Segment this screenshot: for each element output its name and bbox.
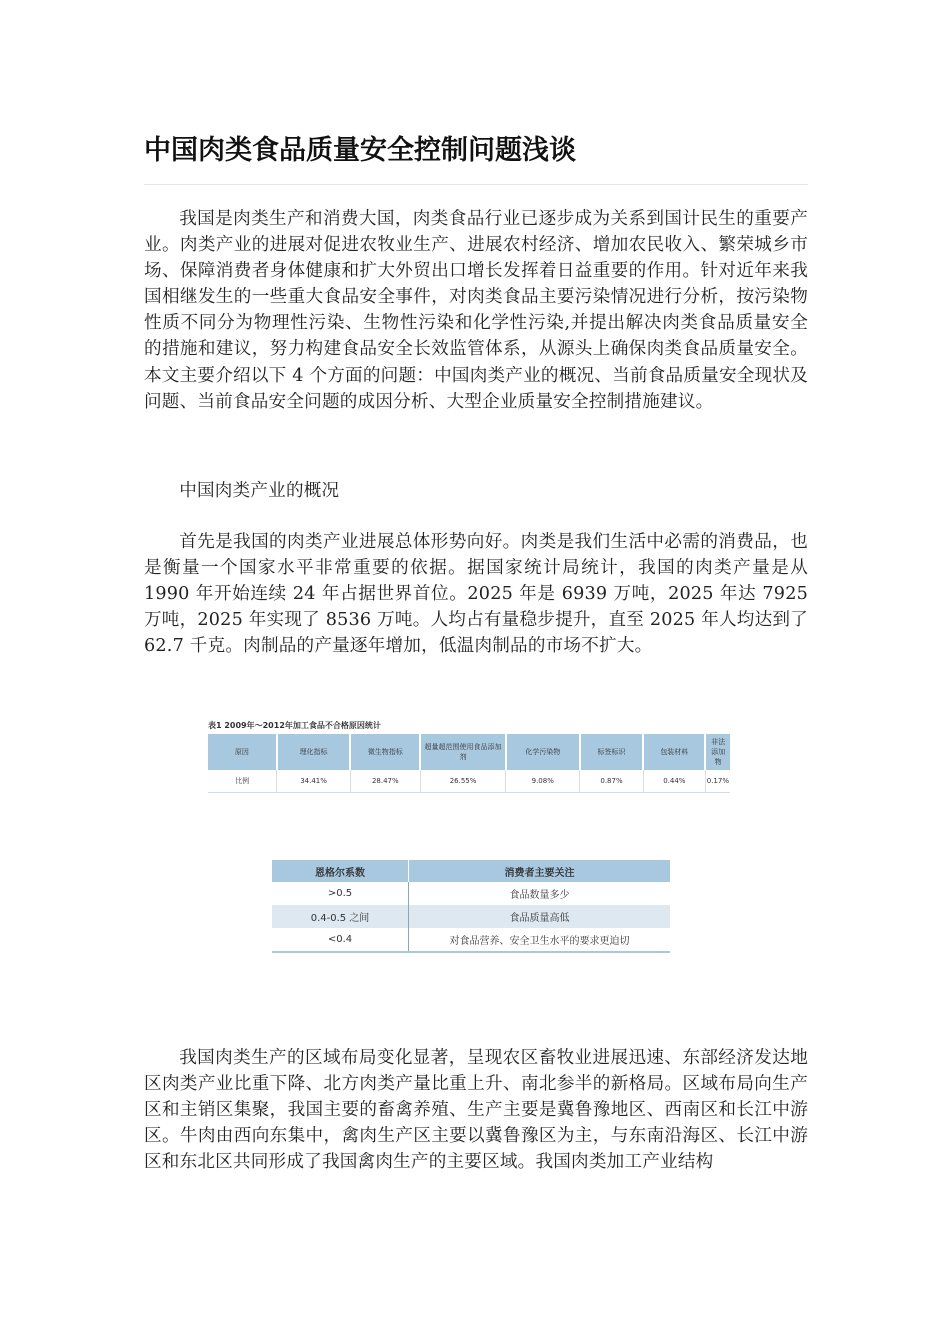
table2-cell: 食品质量高低 [409,905,671,928]
table-row [272,905,670,928]
table1-cell: 0.44% [643,770,705,793]
table2-cell: 0.4-0.5 之间 [272,905,409,928]
table-row [272,882,670,905]
table1-header-cell: 超量超范围使用食品添加剂 [420,734,506,770]
overview-paragraph: 首先是我国的肉类产业进展总体形势向好。肉类是我们生活中必需的消费品，也是衡量一个国家水平非常重要的依据。据国家统计局统计，我国的肉类产量是从1990 年开始连续 24 年占据世界首位。2025 年是 6939 万吨，2025 年达 7925 万吨，2025 年实现了 8536 万吨。人均占有量稳步提升，直至 2025 年人均达到了 62.7 千克。肉制品的产量逐年增加，低温肉制品的市场不扩大。 [144,532,808,657]
title-divider [144,184,808,185]
table1-header-cell: 原因 [208,734,277,770]
table1-cell: 28.47% [350,770,420,793]
table1-header-cell: 化学污染物 [506,734,580,770]
table1-header-cell: 理化指标 [277,734,351,770]
table1-cell: 34.41% [277,770,351,793]
table2-header-row [272,860,670,882]
engel-coefficient-table-figure [272,860,670,953]
table1-header-cell: 标签标识 [580,734,644,770]
table1-caption: 表1 2009年～2012年加工食品不合格原因统计 [208,721,381,730]
unqualified-reasons-table [208,734,730,793]
table1-cell: 0.87% [580,770,644,793]
table1-header-row [208,734,730,770]
engel-coefficient-table [272,860,670,953]
table2-cell: <0.4 [272,928,409,952]
table2-header-cell: 消费者主要关注 [409,860,671,882]
table2-cell: 对食品营养、安全卫生水平的要求更迫切 [409,928,671,952]
table1-cell: 0.17% [705,770,730,793]
table2-cell: 食品数量多少 [509,890,570,901]
table1-cell: 9.08% [506,770,580,793]
table2-header-cell: 恩格尔系数 [272,860,409,882]
article-title: 中国肉类食品质量安全控制问题浅谈 [144,135,576,166]
table1-header-cell: 微生物指标 [350,734,420,770]
table2-cell: >0.5 [272,882,409,905]
table1-cell: 比例 [208,770,277,793]
unqualified-reasons-table-figure [208,720,730,793]
table1-header-cell: 包装材料 [643,734,705,770]
section-heading: 中国肉类产业的概况 [179,481,340,501]
intro-paragraph: 我国是肉类生产和消费大国，肉类食品行业已逐步成为关系到国计民生的重要产业。肉类产业的进展对促进农牧业生产、进展农村经济、增加农民收入、繁荣城乡市场、保障消费者身体健康和扩大外贸出口增长发挥着日益重要的作用。针对近年来我国相继发生的一些重大食品安全事件，对肉类食品主要污染情况进行分析，按污染物性质不同分为物理性污染、生物性污染和化学性污染,并提出解决肉类食品质量安全的措施和建议，努力构建食品安全长效监管体系，从源头上确保肉类食品质量安全。本文主要介绍以下 4 个方面的问题：中国肉类产业的概况、当前食品质量安全现状及问题、当前食品安全问题的成因分析、大型企业质量安全控制措施建议。 [144,209,808,412]
table-row [272,928,670,952]
table-row [208,770,730,793]
table1-header-cell: 非法添加物 [705,734,730,770]
table1-cell: 26.55% [420,770,506,793]
regional-layout-paragraph: 我国肉类生产的区域布局变化显著，呈现农区畜牧业进展迅速、东部经济发达地区肉类产业比重下降、北方肉类产量比重上升、南北参半的新格局。区域布局向生产区和主销区集聚，我国主要的畜禽养殖、生产主要是冀鲁豫地区、西南区和长江中游区。牛肉由西向东集中，禽肉生产区主要以冀鲁豫区为主，与东南沿海区、长江中游区和东北区共同形成了我国禽肉生产的主要区域。我国肉类加工产业结构 [144,1048,808,1173]
